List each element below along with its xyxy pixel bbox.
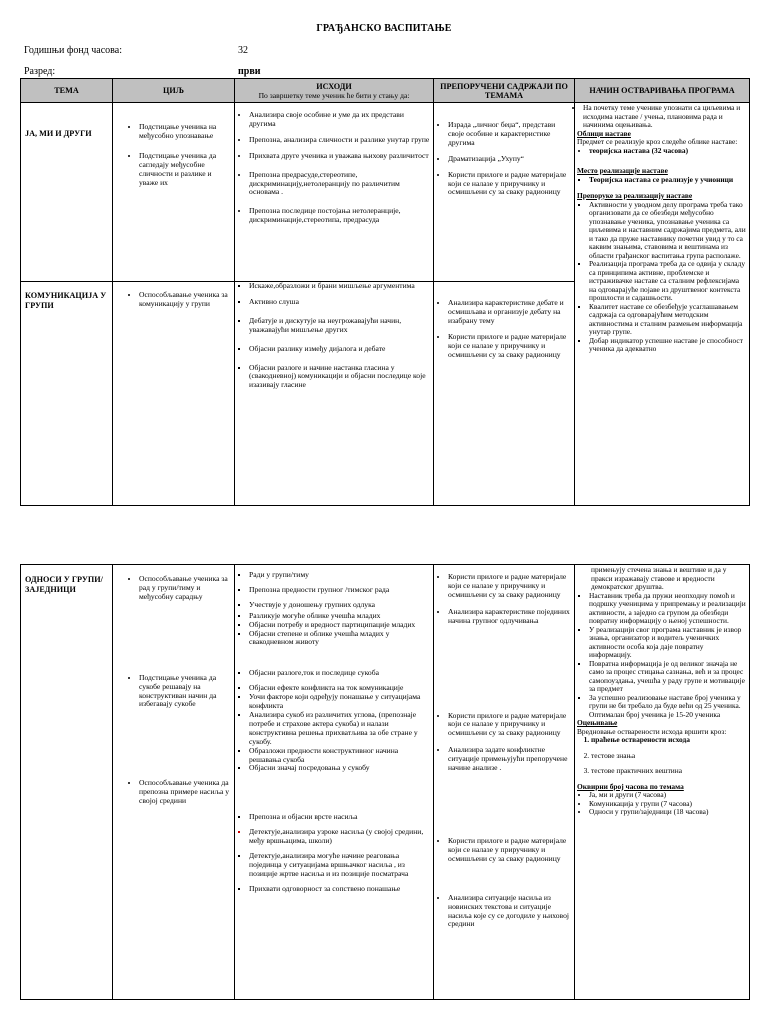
goals-cell [113, 565, 235, 1000]
outcome-item: ▪ Препозна и објасни врсте насиља [249, 813, 431, 822]
outcome-item: ▪ Објасни ефекте конфликта на ток комуникације [249, 684, 431, 693]
method-item: ▪ Повратна информација је од великог значаја не само за процес стицања сазнања, већ и за процес самопоуздања, учешћа у раду групе и мотивације за предмет [589, 660, 747, 694]
outcome-item: ▪ Детектује,анализира узроке насиља (у својој средини, међу вршњацима, школи) [249, 828, 431, 846]
theme-odnosi: ОДНОСИ У ГРУПИ/ ЗАЈЕДНИЦИ [21, 565, 113, 1000]
content-item: • Користи прилоге и радне материјале који се налазе у приручнику и осмишљени су за сваку радионицу [448, 333, 572, 360]
outcome-item: ▪ Разликује могуће облике учешћа младих [249, 612, 431, 621]
goals-cell [113, 282, 235, 506]
outcome-item: • Прихвата друге ученика и уважава њихову различитост [249, 152, 431, 161]
outcome-item: • Препозна последице постојања нетолеранције, дискриминације,стереотипа, предрасуда [249, 207, 431, 225]
recommendation-item: ▪ Активности у уводном делу програма треба тако организовати да се обезбеди међусобно упознавање ученика, упознавање ученика са циљевима и наставним садржајима предмета, али и тако да пруже наставнику почетни увид у то са каквим знањима, ставовима и вештинама из области грађанског васпитања група располаже. [589, 201, 747, 261]
header-ishodi [235, 79, 434, 103]
outcome-item: ▪ Детектује,анализира могуће начине реаговања појединца у ситуацијама вршњачког насиља , из позиције жртве насиља и из позиције посматрача [249, 852, 431, 879]
outcome-item: • Препозна предрасуде,стереотипе, дискриминацију,нетолеранцију по различитим основама . [249, 171, 431, 198]
outcome-item: ▪ Објасни степене и облике учешћа младих у свакодневном животу [249, 630, 431, 648]
goal-item: • Оспособљавање ученика да препозна примере насиља у својој средини [139, 779, 232, 806]
fund-label: Годишњи фонд часова: [24, 45, 122, 56]
curriculum-table-part-1 [20, 78, 750, 506]
grading-title: Оцењивање [577, 718, 618, 727]
contents-cell [434, 282, 575, 506]
grading-item: 2. тестове знања [591, 752, 747, 761]
goal-item: • Оспособљавање ученика за комуникацију у групи [139, 291, 232, 309]
content-item: • Анализира карактеристике појединих начина групног одлучивања [448, 608, 572, 626]
method-cell [575, 565, 750, 1000]
header-tema: ТЕМА [21, 79, 113, 103]
recommendation-item: ▪ Реализација програма треба да се одвија у складу са принципима активне, проблемске и истраживачке наставе са сталним рефлексијама на одговарајуће појаве из друштвеног контекста прошлости и садашњости. [589, 260, 747, 303]
content-item: • Анализира карактеристике дебате и осмишљава и организује дебату на изабрану тему [448, 299, 572, 326]
method-item: ▪ Наставник треба да пружи неопходну помоћ и подршку ученицима у припремању и реализацији активности, а заједно са групом да обезбеди повратну информацију о њеној успешности. [589, 592, 747, 626]
outcome-item: ▪ Објасни разлоге,ток и последице сукоба [249, 669, 431, 678]
content-item: • Драматизација „Ухупу“ [448, 155, 572, 164]
header-cilj: ЦИЉ [113, 79, 235, 103]
curriculum-table-part-2 [20, 564, 750, 1000]
outcome-item: ▪ Учествује у доношењу групних одлука [249, 601, 431, 610]
grading-text: Вредновање остварености исхода вршити кроз: [577, 726, 727, 736]
outcome-item: ▪ Објасни разлоге и начине настанка гласина у (свакодневној) комуникацији и објасни последице које изазивају гласине [249, 364, 431, 391]
document-title: ГРАЂАНСКО ВАСПИТАЊЕ [316, 23, 452, 34]
outcome-item: ▪ Активно слуша [249, 298, 431, 307]
grading-item: 3. тестове практичних вештина [591, 767, 747, 776]
header-ishodi-title: ИСХОДИ [316, 81, 352, 91]
method-cell [575, 103, 750, 506]
fund-value: 32 [238, 45, 248, 56]
forms-item: • теоријска настава (32 часова) [589, 147, 747, 156]
place-item: ▪ Теоријска настава се реализује у учионици [589, 176, 747, 185]
outcome-item: ▪ Објасни значај посредовања у сукобу [249, 764, 431, 773]
content-item: • Анализира ситуације насиља из новинских текстова и ситуације насиља које су се догодиле у њиховој средини [448, 894, 572, 930]
content-item: • Користи прилоге и радне материјале који се налазе у приручнику и осмишљени су за сваку радионицу [448, 171, 572, 198]
outcome-item: ▪ Ради у групи/тиму [249, 571, 431, 580]
outcome-item: ▪ Искаже,образложи и брани мишљење аргументима [249, 282, 431, 291]
outcome-item: ▪ Објасни разлику између дијалога и дебате [249, 345, 431, 354]
outcome-item: ▪ Дебатује и дискутује на неугрожавајући начин, уважавајући мишљење других [249, 317, 431, 335]
outcomes-cell [235, 103, 434, 282]
goals-cell [113, 103, 235, 282]
outcome-item: • Препозна, анализира сличности и разлике унутар групе [249, 136, 431, 145]
recommendation-item: ▪ Квалитет наставе се обезбеђује усаглашавањем садржаја са одговарајућим методским активностима и сталним размењем информација унутар групе. [589, 303, 747, 337]
hours-item: • Односи у групи/заједници (18 часова) [589, 808, 747, 817]
hours-item: • Комуникација у групи (7 часова) [589, 800, 747, 809]
theme-ja-mi-drugi: ЈА, МИ И ДРУГИ [21, 103, 113, 282]
hours-item: • Ја, ми и други (7 часова) [589, 791, 747, 800]
outcomes-cell [235, 565, 434, 1000]
recommendations-title: Препоруке за реализацију наставе [577, 191, 693, 200]
grading-item: 1. праћење остварености исхода [591, 736, 747, 745]
grade-label: Разред: [24, 66, 56, 77]
content-item: • Користи прилоге и радне материјале који се налазе у приручнику и осмишљени су за сваку радионицу [448, 573, 572, 600]
goal-item: • Подстицање ученика да сагледају међусобне сличности и разлике и уваже их [139, 152, 232, 188]
hours-title: Оквирни број часова по темама [577, 781, 684, 791]
method-continuation: примењују стечена знања и вештине и да у пракси изражавају ставове и вредности демократског друштва. [591, 565, 727, 591]
place-title: Место реализације наставе [577, 166, 668, 175]
header-sadrzaji: ПРЕПОРУЧЕНИ САДРЖАЈИ ПО ТЕМАМА [434, 79, 575, 103]
method-item: ▪ За успешно реализовање наставе број ученика у групи не би требало да буде већи од 25 ученика. Оптималан број ученика је 15-20 ученика [589, 694, 747, 720]
outcome-item: ▪ Прихвати одговорност за сопствено понашање [249, 885, 431, 894]
goal-item: • Подстицање ученика да сукобе решавају на конструктиван начин да избегавају сукобе [139, 674, 232, 710]
contents-cell [434, 565, 575, 1000]
goal-item: • Оспособљавање ученика за рад у групи/тиму и међусобну сарадњу [139, 575, 232, 602]
theme-komunikacija: КОМУНИКАЦИЈА У ГРУПИ [21, 282, 113, 506]
content-item: • Израда „личног беџа“, представи своје особине и карактеристике другима [448, 121, 572, 148]
content-item: • Користи прилоге и радне материјале који се налазе у приручнику и осмишљени су за сваку радионицу [448, 837, 572, 864]
header-ishodi-subtitle: По завршетку теме ученик ће бити у стању да: [258, 90, 410, 100]
outcome-item: ▪ Уочи факторе који одређују понашање у ситуацијама конфликта [249, 693, 431, 711]
method-intro: • На почетку теме ученике упознати са циљевима и исходима наставе / учења, плановима рада и начинима оцењивања. [583, 104, 747, 130]
forms-title: Облици наставе [577, 128, 631, 138]
content-item: • Анализира задате конфликтне ситуације примењујући препоручене начине анализе . [448, 746, 572, 773]
goal-item: • Подстицање ученика на међусобно упознавање [139, 123, 232, 141]
method-item: ▪ У реализацији свог програма наставник је извор знања, организатор и водитељ ученичких активности особа која даје повратну информацију. [589, 626, 747, 660]
outcome-item: • Анализира своје особине и уме да их представи другима [249, 111, 431, 129]
content-item: • Користи прилоге и радне материјале који се налазе у приручнику и осмишљени су за сваку радионицу [448, 712, 572, 739]
grade-value: први [238, 66, 261, 77]
outcome-item: ▪ Препозна предности групног /тимског рада [249, 586, 431, 595]
outcome-item: ▪ Објасни потребу и вредност партиципације младих [249, 621, 431, 630]
header-nacin: НАЧИН ОСТВАРИВАЊА ПРОГРАМА [575, 79, 750, 103]
outcome-item: ▪ Анализира сукоб из различитих углова, (препознаје потребе и страхове актера сукоба) и налази конструктивна решења прихватљива за обе стране у сукобу. [249, 711, 431, 747]
recommendation-item: ▪ Добар индикатор успешне наставе је способност ученика да адекватно [589, 337, 747, 354]
outcomes-cell [235, 282, 434, 506]
outcome-item: ▪ Образложи предности конструктивног начина решавања сукоба [249, 747, 431, 765]
contents-cell [434, 103, 575, 282]
forms-text: Предмет се реализује кроз следеће облике наставе: [577, 137, 738, 146]
